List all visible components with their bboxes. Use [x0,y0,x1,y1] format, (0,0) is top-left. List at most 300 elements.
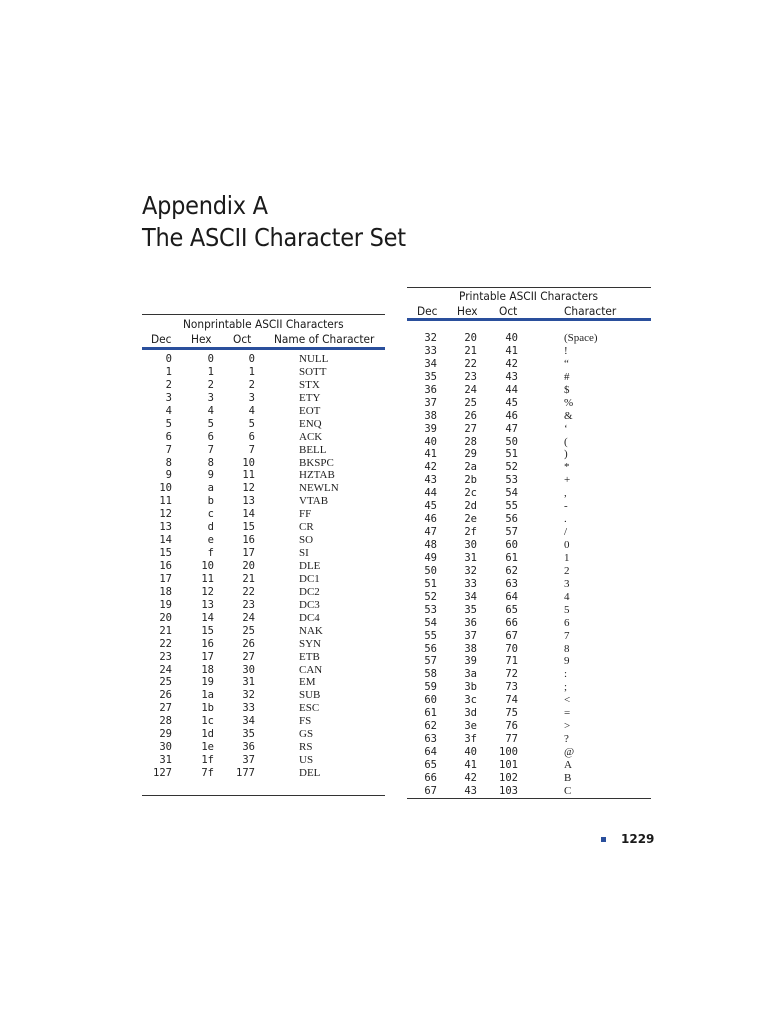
dec-cell: 30 [159,741,172,754]
name-cell: FF [299,508,312,521]
hex-cell: 3d [464,707,477,720]
hex-cell: 33 [464,577,477,590]
oct-cell: 64 [505,590,518,603]
nonprintable-top-rule [142,314,385,315]
table-row [142,392,385,405]
oct-cell: 45 [505,396,518,409]
hex-cell: e [207,534,214,547]
name-cell: DC4 [299,611,320,624]
hex-cell: 13 [201,598,214,611]
character-cell: $ [564,383,570,396]
character-cell: + [564,474,571,487]
hex-cell: 8 [207,456,214,469]
dec-cell: 51 [424,577,437,590]
nonprintable-header-dec: Dec [151,332,172,346]
character-cell: 9 [564,655,570,668]
dec-cell: 46 [424,513,437,526]
oct-cell: 42 [505,357,518,370]
table-row [407,707,651,720]
dec-cell: 18 [159,585,172,598]
dec-cell: 6 [165,430,172,443]
hex-cell: 3f [464,733,477,746]
table-row [142,353,385,366]
oct-cell: 74 [505,694,518,707]
dec-cell: 58 [424,668,437,681]
name-cell: VTAB [299,495,329,508]
table-row [407,578,651,591]
character-cell: 8 [564,642,570,655]
hex-cell: 3b [464,681,477,694]
dec-cell: 26 [159,689,172,702]
page-number: 1229 [621,832,655,846]
table-row [407,655,651,668]
dec-cell: 32 [424,332,437,344]
oct-cell: 103 [499,784,518,797]
name-cell: SOTT [299,365,327,378]
table-row [142,482,385,495]
character-cell: 3 [564,577,570,590]
character-cell: @ [564,746,575,758]
name-cell: BKSPC [299,456,334,469]
oct-cell: 4 [248,404,255,417]
oct-cell: 46 [505,409,518,422]
table-row [407,513,651,526]
character-cell: < [564,694,571,707]
dec-cell: 29 [159,728,172,741]
oct-cell: 56 [505,513,518,526]
table-row [407,565,651,578]
table-row [407,694,651,707]
name-cell: CR [299,521,314,534]
table-row [407,371,651,384]
table-row [407,720,651,733]
name-cell: DC2 [299,585,320,598]
oct-cell: 10 [242,456,255,469]
table-row [142,651,385,664]
character-cell: ‘ [564,422,568,435]
table-row [407,358,651,371]
character-cell: # [564,370,570,383]
hex-cell: 2c [464,487,477,500]
hex-cell: 32 [464,564,477,577]
hex-cell: 41 [464,758,477,771]
printable-header-oct: Oct [499,304,518,318]
oct-cell: 52 [505,461,518,474]
oct-cell: 16 [242,534,255,547]
hex-cell: 0 [207,353,214,365]
oct-cell: 71 [505,655,518,668]
oct-cell: 32 [242,689,255,702]
oct-cell: 27 [242,650,255,663]
hex-cell: 20 [464,332,477,344]
oct-cell: 47 [505,422,518,435]
table-row [407,643,651,656]
table-row [407,474,651,487]
printable-caption: Printable ASCII Characters [459,289,599,303]
table-row [407,410,651,423]
name-cell: ESC [299,702,320,715]
oct-cell: 75 [505,707,518,720]
printable-top-rule [407,287,651,288]
hex-cell: 28 [464,435,477,448]
character-cell: 4 [564,590,570,603]
oct-cell: 11 [242,469,255,482]
name-cell: DEL [299,767,321,779]
hex-cell: 1e [201,741,214,754]
character-cell: , [564,487,567,500]
dec-cell: 15 [159,547,172,560]
hex-cell: 1d [201,728,214,741]
name-cell: ETB [299,650,320,663]
oct-cell: 41 [505,344,518,357]
dec-cell: 4 [165,404,172,417]
hex-cell: 7 [207,443,214,456]
hex-cell: 14 [201,611,214,624]
dec-cell: 20 [159,611,172,624]
name-cell: DC1 [299,572,320,585]
table-row [407,461,651,474]
table-row [142,366,385,379]
character-cell: ) [564,448,568,461]
hex-cell: 24 [464,383,477,396]
oct-cell: 40 [505,332,518,344]
name-cell: RS [299,741,313,754]
oct-cell: 37 [242,754,255,767]
oct-cell: 77 [505,733,518,746]
hex-cell: 2e [464,513,477,526]
table-row [142,638,385,651]
table-row [142,573,385,586]
oct-cell: 30 [242,663,255,676]
character-cell: . [564,513,567,526]
character-cell: 5 [564,603,570,616]
nonprintable-header-name: Name of Character [274,332,375,346]
name-cell: SUB [299,689,321,702]
table-row [407,552,651,565]
name-cell: CAN [299,663,323,676]
table-row [407,539,651,552]
table-row [142,495,385,508]
dec-cell: 17 [159,572,172,585]
character-cell: 7 [564,629,570,642]
name-cell: NAK [299,624,323,637]
hex-cell: 7f [201,767,214,779]
oct-cell: 53 [505,474,518,487]
printable-header-character: Character [564,304,617,318]
character-cell: & [564,409,573,422]
dec-cell: 28 [159,715,172,728]
table-row [407,746,651,759]
name-cell: STX [299,378,320,391]
dec-cell: 45 [424,500,437,513]
hex-cell: 21 [464,344,477,357]
dec-cell: 3 [165,391,172,404]
oct-cell: 65 [505,603,518,616]
hex-cell: 1a [201,689,214,702]
dec-cell: 57 [424,655,437,668]
hex-cell: 43 [464,784,477,797]
hex-cell: 26 [464,409,477,422]
table-row [142,586,385,599]
dec-cell: 61 [424,707,437,720]
character-cell: = [564,707,571,720]
dec-cell: 52 [424,590,437,603]
hex-cell: 12 [201,585,214,598]
oct-cell: 17 [242,547,255,560]
character-cell: > [564,720,571,733]
name-cell: NEWLN [299,482,339,495]
dec-cell: 10 [159,482,172,495]
oct-cell: 63 [505,577,518,590]
table-row [407,332,651,345]
hex-cell: 2f [464,526,477,539]
character-cell: : [564,668,568,681]
appendix-label: Appendix A [142,191,268,220]
dec-cell: 8 [165,456,172,469]
hex-cell: f [207,547,214,560]
dec-cell: 47 [424,526,437,539]
character-cell: “ [564,357,569,370]
name-cell: SYN [299,637,322,650]
oct-cell: 23 [242,598,255,611]
oct-cell: 60 [505,539,518,551]
oct-cell: 12 [242,482,255,495]
table-row [407,604,651,617]
table-row [407,397,651,410]
hex-cell: 35 [464,603,477,616]
hex-cell: 1f [201,754,214,767]
table-row [407,384,651,397]
oct-cell: 73 [505,681,518,694]
dec-cell: 42 [424,461,437,474]
oct-cell: 62 [505,564,518,577]
hex-cell: 3e [464,720,477,733]
nonprintable-header-oct: Oct [233,332,252,346]
character-cell: / [564,526,568,539]
oct-cell: 26 [242,637,255,650]
dec-cell: 5 [165,417,172,430]
character-cell: 2 [564,564,570,577]
oct-cell: 44 [505,383,518,396]
table-row [142,457,385,470]
table-row [407,630,651,643]
table-row [142,702,385,715]
table-row [407,526,651,539]
hex-cell: 30 [464,539,477,551]
character-cell: 0 [564,539,570,551]
hex-cell: 16 [201,637,214,650]
oct-cell: 66 [505,616,518,629]
printable-header-hex: Hex [457,304,478,318]
dec-cell: 67 [424,784,437,797]
table-row [142,560,385,573]
name-cell: FS [299,715,312,728]
dec-cell: 31 [159,754,172,767]
hex-cell: 2d [464,500,477,513]
hex-cell: 40 [464,746,477,758]
hex-cell: 23 [464,370,477,383]
hex-cell: 10 [201,560,214,572]
character-cell: ( [564,435,568,448]
dec-cell: 127 [153,767,172,779]
hex-cell: 34 [464,590,477,603]
table-row [407,448,651,461]
hex-cell: 36 [464,616,477,629]
table-row [142,625,385,638]
dec-cell: 16 [159,560,172,572]
table-row [142,689,385,702]
nonprintable-caption: Nonprintable ASCII Characters [183,317,344,331]
dec-cell: 27 [159,702,172,715]
name-cell: DC3 [299,598,320,611]
hex-cell: 3c [464,694,477,707]
hex-cell: 6 [207,430,214,443]
name-cell: SO [299,534,314,547]
table-row [407,617,651,630]
hex-cell: 25 [464,396,477,409]
dec-cell: 50 [424,564,437,577]
dec-cell: 25 [159,676,172,689]
dec-cell: 38 [424,409,437,422]
oct-cell: 3 [248,391,255,404]
dec-cell: 37 [424,396,437,409]
oct-cell: 13 [242,495,255,508]
dec-cell: 65 [424,758,437,771]
oct-cell: 22 [242,585,255,598]
table-row [142,664,385,677]
oct-cell: 1 [248,365,255,378]
name-cell: ACK [299,430,323,443]
nonprintable-header-rule [142,347,385,350]
dec-cell: 21 [159,624,172,637]
page-title [142,190,406,254]
oct-cell: 24 [242,611,255,624]
hex-cell: 1b [201,702,214,715]
table-row [407,487,651,500]
dec-cell: 1 [165,365,172,378]
printable-rows [407,332,651,798]
hex-cell: 29 [464,448,477,461]
name-cell: US [299,754,314,767]
dec-cell: 34 [424,357,437,370]
hex-cell: 27 [464,422,477,435]
character-cell: ! [564,344,568,357]
dec-cell: 64 [424,746,437,758]
dec-cell: 63 [424,733,437,746]
dec-cell: 59 [424,681,437,694]
hex-cell: a [207,482,214,495]
hex-cell: 17 [201,650,214,663]
dec-cell: 55 [424,629,437,642]
character-cell: 1 [564,551,570,564]
table-row [407,500,651,513]
oct-cell: 101 [499,758,518,771]
dec-cell: 11 [159,495,172,508]
oct-cell: 35 [242,728,255,741]
table-row [142,715,385,728]
dec-cell: 66 [424,771,437,784]
hex-cell: 4 [207,404,214,417]
hex-cell: 38 [464,642,477,655]
character-cell: C [564,784,572,797]
oct-cell: 25 [242,624,255,637]
printable-header-rule [407,318,651,321]
oct-cell: 14 [242,508,255,521]
hex-cell: 39 [464,655,477,668]
name-cell: GS [299,728,314,741]
hex-cell: 1c [201,715,214,728]
table-row [142,508,385,521]
oct-cell: 31 [242,676,255,689]
oct-cell: 54 [505,487,518,500]
oct-cell: 177 [236,767,255,779]
hex-cell: 2b [464,474,477,487]
name-cell: NULL [299,353,329,365]
table-row [142,534,385,547]
oct-cell: 61 [505,551,518,564]
hex-cell: 42 [464,771,477,784]
printable-bottom-rule [407,798,651,799]
dec-cell: 13 [159,521,172,534]
table-row [142,754,385,767]
dec-cell: 56 [424,642,437,655]
dec-cell: 44 [424,487,437,500]
table-row [142,469,385,482]
table-row [142,521,385,534]
oct-cell: 20 [242,560,255,572]
hex-cell: 18 [201,663,214,676]
table-row [407,345,651,358]
dec-cell: 39 [424,422,437,435]
oct-cell: 67 [505,629,518,642]
printable-header-dec: Dec [417,304,438,318]
character-cell: 6 [564,616,570,629]
dec-cell: 40 [424,435,437,448]
hex-cell: 11 [201,572,214,585]
hex-cell: 5 [207,417,214,430]
character-cell: - [564,500,568,513]
oct-cell: 6 [248,430,255,443]
dec-cell: 23 [159,650,172,663]
name-cell: EOT [299,404,321,417]
table-row [407,423,651,436]
table-row [407,591,651,604]
dec-cell: 33 [424,344,437,357]
character-cell: % [564,396,574,409]
name-cell: DLE [299,560,321,572]
dec-cell: 54 [424,616,437,629]
table-row [142,431,385,444]
oct-cell: 51 [505,448,518,461]
oct-cell: 57 [505,526,518,539]
appendix-heading: The ASCII Character Set [142,223,406,252]
dec-cell: 19 [159,598,172,611]
table-row [142,405,385,418]
table-row [142,599,385,612]
table-row [407,668,651,681]
dec-cell: 9 [165,469,172,482]
name-cell: BELL [299,443,327,456]
dec-cell: 2 [165,378,172,391]
name-cell: HZTAB [299,469,335,482]
character-cell: (Space) [564,332,598,344]
oct-cell: 102 [499,771,518,784]
dec-cell: 14 [159,534,172,547]
oct-cell: 15 [242,521,255,534]
name-cell: EM [299,676,316,689]
table-row [142,767,385,780]
character-cell: * [564,461,570,474]
